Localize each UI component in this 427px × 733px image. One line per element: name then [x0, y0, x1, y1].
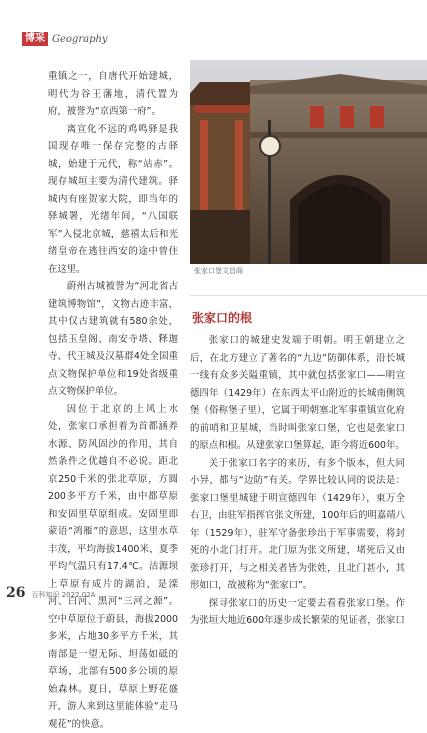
section-header [22, 32, 108, 46]
section-title: 张家口的根 [192, 309, 252, 326]
paragraph: 蔚州古城被誉为“河北省古建筑博物馆”，文物古迹丰富，其中仅古建筑就有580余处，包括玉皇阁、南安寺塔、释迦寺、代王城及汉墓群4处全国重点文物保护单位和19处省级重点文物保护单位。 [48, 278, 178, 401]
paragraph: 离宣化不远的鸡鸣驿是我国现存唯一保存完整的古驿城，始建于元代，称“站赤”。现存城垣主要为清代建筑。驿城内有座贺家大院，即当年的驿城署，光绪年间，“八国联军”入侵北京城，慈禧太后和光绪皇帝在逃往西安的途中曾住在这里。 [48, 121, 178, 279]
page-footer [6, 585, 95, 601]
left-text-column [48, 68, 178, 733]
page-number: 26 [6, 585, 25, 601]
paragraph: 因位于北京的上风上水处，张家口承担着为首都涵养水源、防风固沙的作用，其自然条件之优越自不必说。距北京250千米的张北草原，方圆200多平方千米，由中都草原和安固里草原组成。安固里即蒙语“鸿雁”的意思，这里水草丰茂，平均海拔1400米，夏季平均气温只有17.4℃。沽源坝上草原有成片的湖泊，是滦河、白河、黑河“三河之源”。空中草原位于蔚县，海拔2000多米，占地30多平方千米，其南部是一望无际、坦荡如砥的草场，北部有500多公顷的原始森林。夏日，草原上野花盛开，游人来到这里能体验“走马观花”的快意。 [48, 401, 178, 733]
section-label: 博采 [22, 32, 48, 46]
right-text-column [190, 332, 405, 630]
divider [190, 295, 427, 296]
section-english-label: Geography [52, 34, 108, 45]
wenchang-pavilion-photo [190, 60, 427, 264]
publication-info: 百科知识 2022.02A [31, 590, 95, 600]
photo-caption: 张家口堡文昌阁 [194, 266, 243, 276]
paragraph: 关于张家口名字的来历，有多个版本，但大同小异，都与“边防”有关。学界比较认同的说法是：张家口堡里城建于明宣德四年（1429年），東万全右卫，由驻军指挥官张文所建，100年后的明嘉靖八年（1529年），驻军守备张珍出于军事需要，将封死的小北门打开。北门原为张文所建，堵死后又由张珍打开，与之相关者皆为张姓，且北门甚小，其形如口，故被称为“张家口”。 [190, 455, 405, 595]
paragraph: 重镇之一，自唐代开始建城，明代为谷王藩地，清代置为府，被誉为“京西第一府”。 [48, 68, 178, 121]
paragraph: 探寻张家口的历史一定要去看看张家口堡。作为张垣大地近600年逐步成长繁荣的见证者，张家口 [190, 595, 405, 630]
paragraph: 张家口的城建史发端于明朝。明王朝建立之后，在北方建立了著名的“九边”防御体系，沿长城一线有众多关隘重镇，其中就包括张家口——明宣德四年（1429年）在东西太平山附近的长城南侧筑堡（俗称堡子里），它属于明朝塞北军事重镇宣化府的前哨和卫星城，当时叫张家口堡，它也是张家口的原点和根。从建张家口堡算起，距今将近600年。 [190, 332, 405, 455]
